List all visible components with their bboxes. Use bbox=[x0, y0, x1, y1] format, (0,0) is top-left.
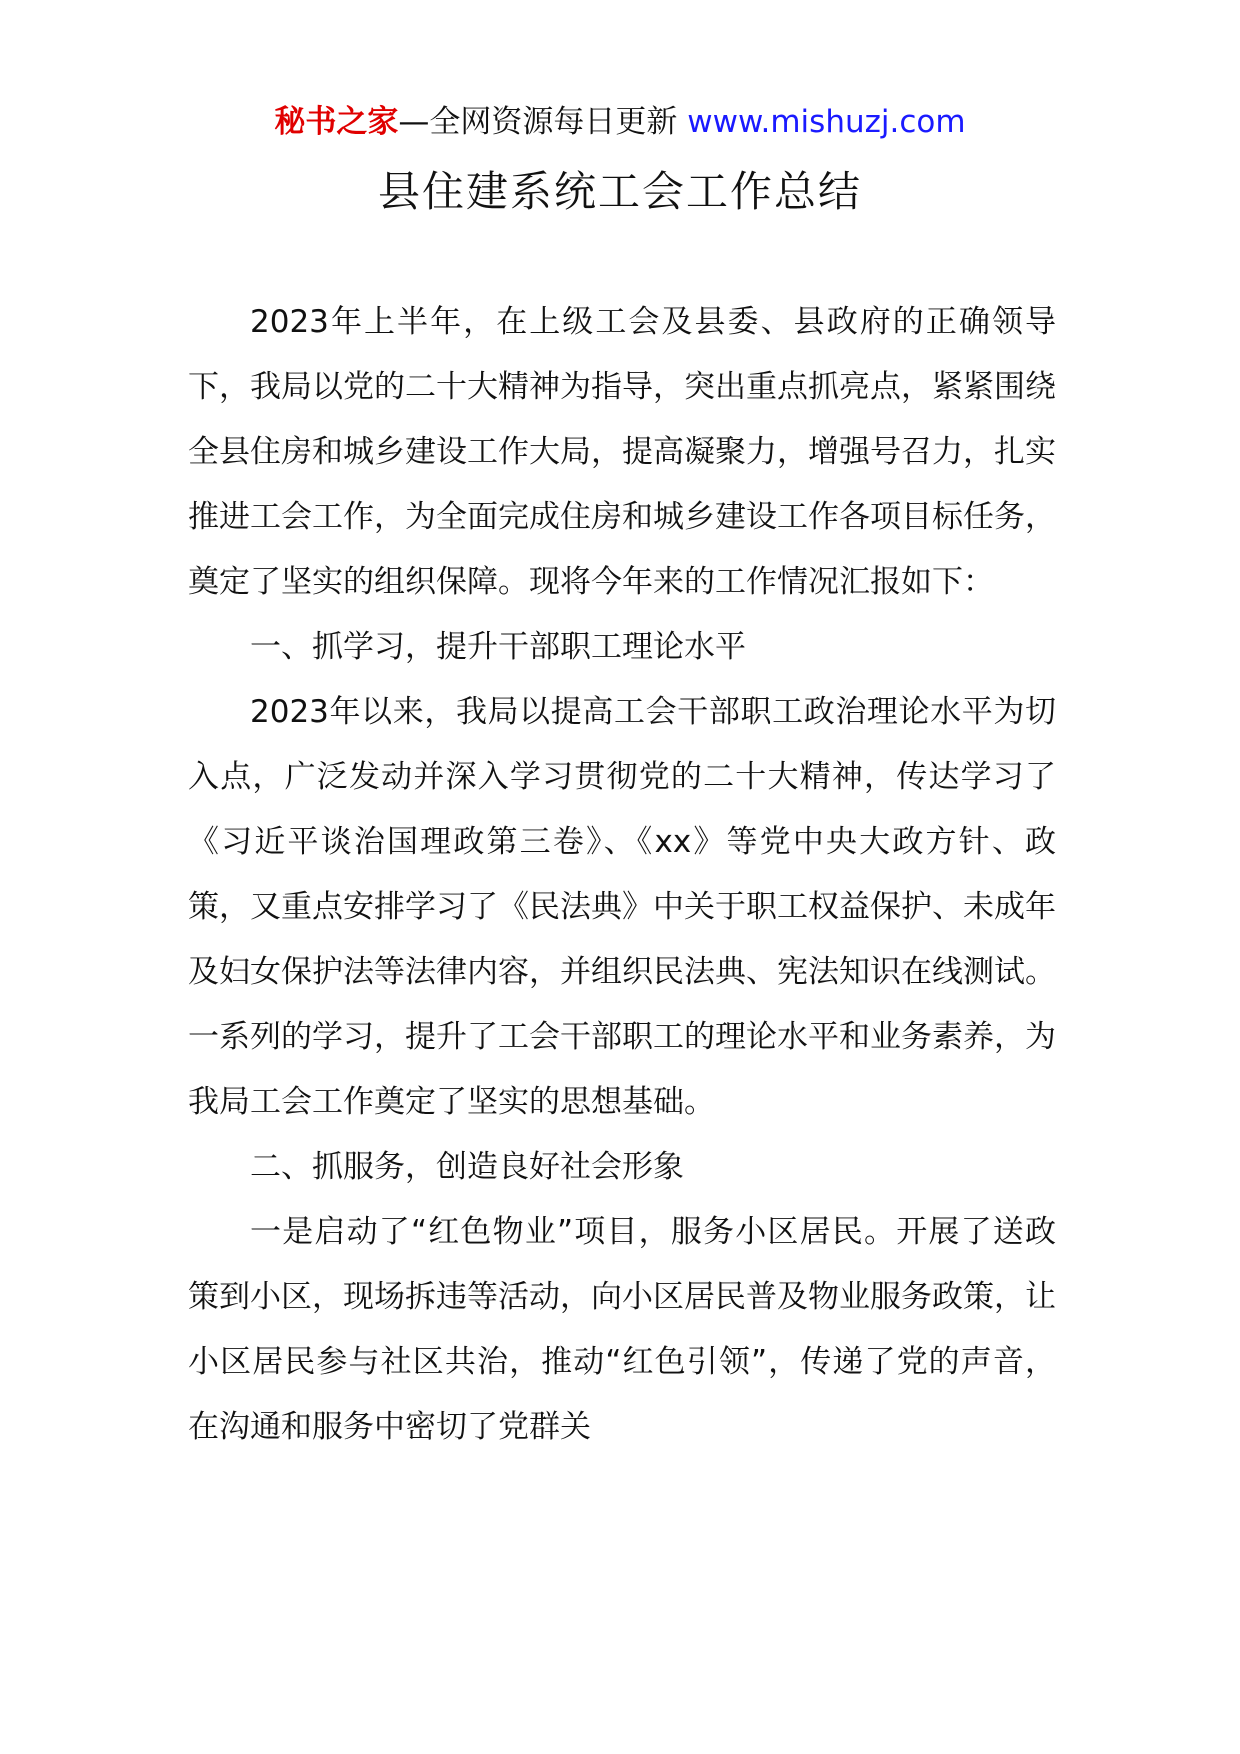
section-2-paragraph: 一是启动了“红色物业”项目，服务小区居民。开展了送政策到小区，现场拆违等活动，向小区居民普及物业服务政策，让小区居民参与社区共治，推动“红色引领”，传递了党的声音，在沟通和服务中密切了党群关 bbox=[188, 1214, 1056, 1445]
banner-tagline: —全网资源每日更新 bbox=[398, 104, 678, 140]
section-heading-2: 二、抓服务，创造良好社会形象 bbox=[250, 1149, 684, 1185]
document-title: 县住建系统工会工作总结 bbox=[377, 167, 862, 216]
intro-paragraph: 2023年上半年，在上级工会及县委、县政府的正确领导下，我局以党的二十大精神为指导，突出重点抓亮点，紧紧围绕全县住房和城乡建设工作大局，提高凝聚力，增强号召力，扎实推进工会工作，为全面完成住房和城乡建设工作各项目标任务，奠定了坚实的组织保障。现将今年来的工作情况汇报如下： bbox=[188, 304, 1056, 600]
document-body bbox=[188, 290, 1056, 1460]
section-heading-1: 一、抓学习，提升干部职工理论水平 bbox=[250, 629, 746, 665]
site-banner bbox=[0, 100, 1240, 144]
banner-site-link[interactable]: www.mishuzj.com bbox=[687, 104, 966, 140]
banner-brand: 秘书之家 bbox=[274, 104, 399, 140]
section-1-paragraph: 2023年以来，我局以提高工会干部职工政治理论水平为切入点，广泛发动并深入学习贯彻党的二十大精神，传达学习了《习近平谈治国理政第三卷》、《xx》等党中央大政方针、政策，又重点安排学习了《民法典》中关于职工权益保护、未成年及妇女保护法等法律内容，并组织民法典、宪法知识在线测试。一系列的学习，提升了工会干部职工的理论水平和业务素养，为我局工会工作奠定了坚实的思想基础。 bbox=[188, 694, 1056, 1120]
